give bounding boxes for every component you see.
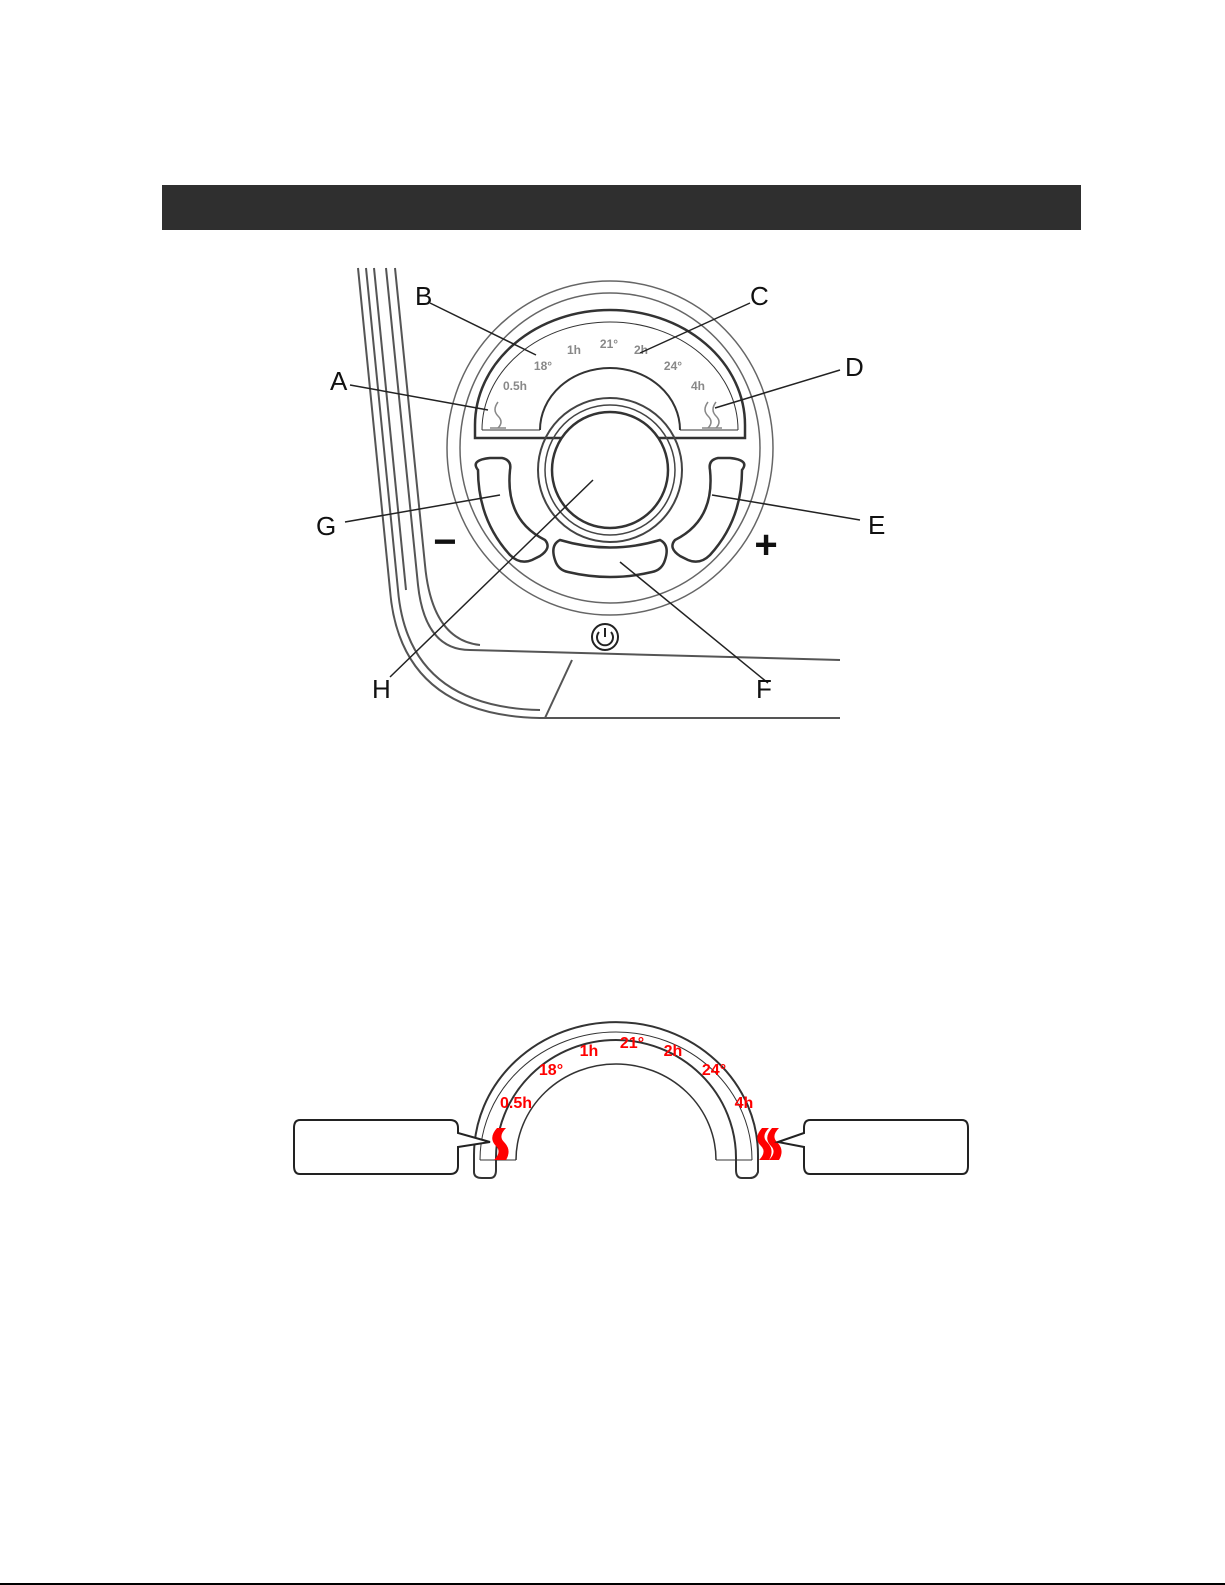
left-callout-bubble bbox=[294, 1120, 490, 1174]
panel-scale-labels bbox=[503, 337, 705, 393]
callout-f: F bbox=[756, 674, 772, 704]
panel-scale-label: 4h bbox=[690, 379, 706, 393]
callout-h: H bbox=[372, 674, 391, 704]
display-scale-label: 0.5h bbox=[499, 1095, 533, 1112]
callout-a: A bbox=[330, 366, 348, 396]
display-scale-label: 21° bbox=[619, 1035, 645, 1052]
display-scale-label: 4h bbox=[734, 1095, 754, 1112]
minus-symbol: − bbox=[433, 520, 457, 564]
plus-button[interactable] bbox=[672, 458, 744, 562]
display-scale-label: 24° bbox=[701, 1062, 727, 1079]
callout-c: C bbox=[750, 281, 769, 311]
power-icon[interactable] bbox=[592, 624, 618, 650]
display-scale-label: 2h bbox=[663, 1043, 683, 1060]
panel-scale-label: 1h bbox=[566, 343, 582, 357]
display-scale-label: 18° bbox=[538, 1062, 564, 1079]
double-flame-icon bbox=[757, 1128, 781, 1160]
panel-scale-label: 0.5h bbox=[502, 379, 528, 393]
panel-scale-label: 2h bbox=[633, 343, 649, 357]
panel-single-flame-icon bbox=[490, 402, 506, 428]
panel-scale-label: 18° bbox=[533, 359, 553, 373]
mode-button[interactable] bbox=[553, 540, 666, 577]
callout-e: E bbox=[868, 510, 886, 540]
minus-button[interactable] bbox=[476, 458, 548, 562]
plus-symbol: + bbox=[754, 523, 778, 567]
panel-scale-label: 21° bbox=[599, 337, 619, 351]
display-scale-label: 1h bbox=[579, 1043, 599, 1060]
single-flame-icon bbox=[492, 1128, 508, 1160]
callout-b: B bbox=[415, 281, 433, 311]
center-knob-button[interactable] bbox=[552, 412, 668, 528]
panel-double-flame-icon bbox=[702, 402, 722, 428]
right-callout-bubble bbox=[778, 1120, 968, 1174]
callout-d: D bbox=[845, 352, 864, 382]
callout-g: G bbox=[316, 511, 337, 541]
panel-scale-label: 24° bbox=[663, 359, 683, 373]
